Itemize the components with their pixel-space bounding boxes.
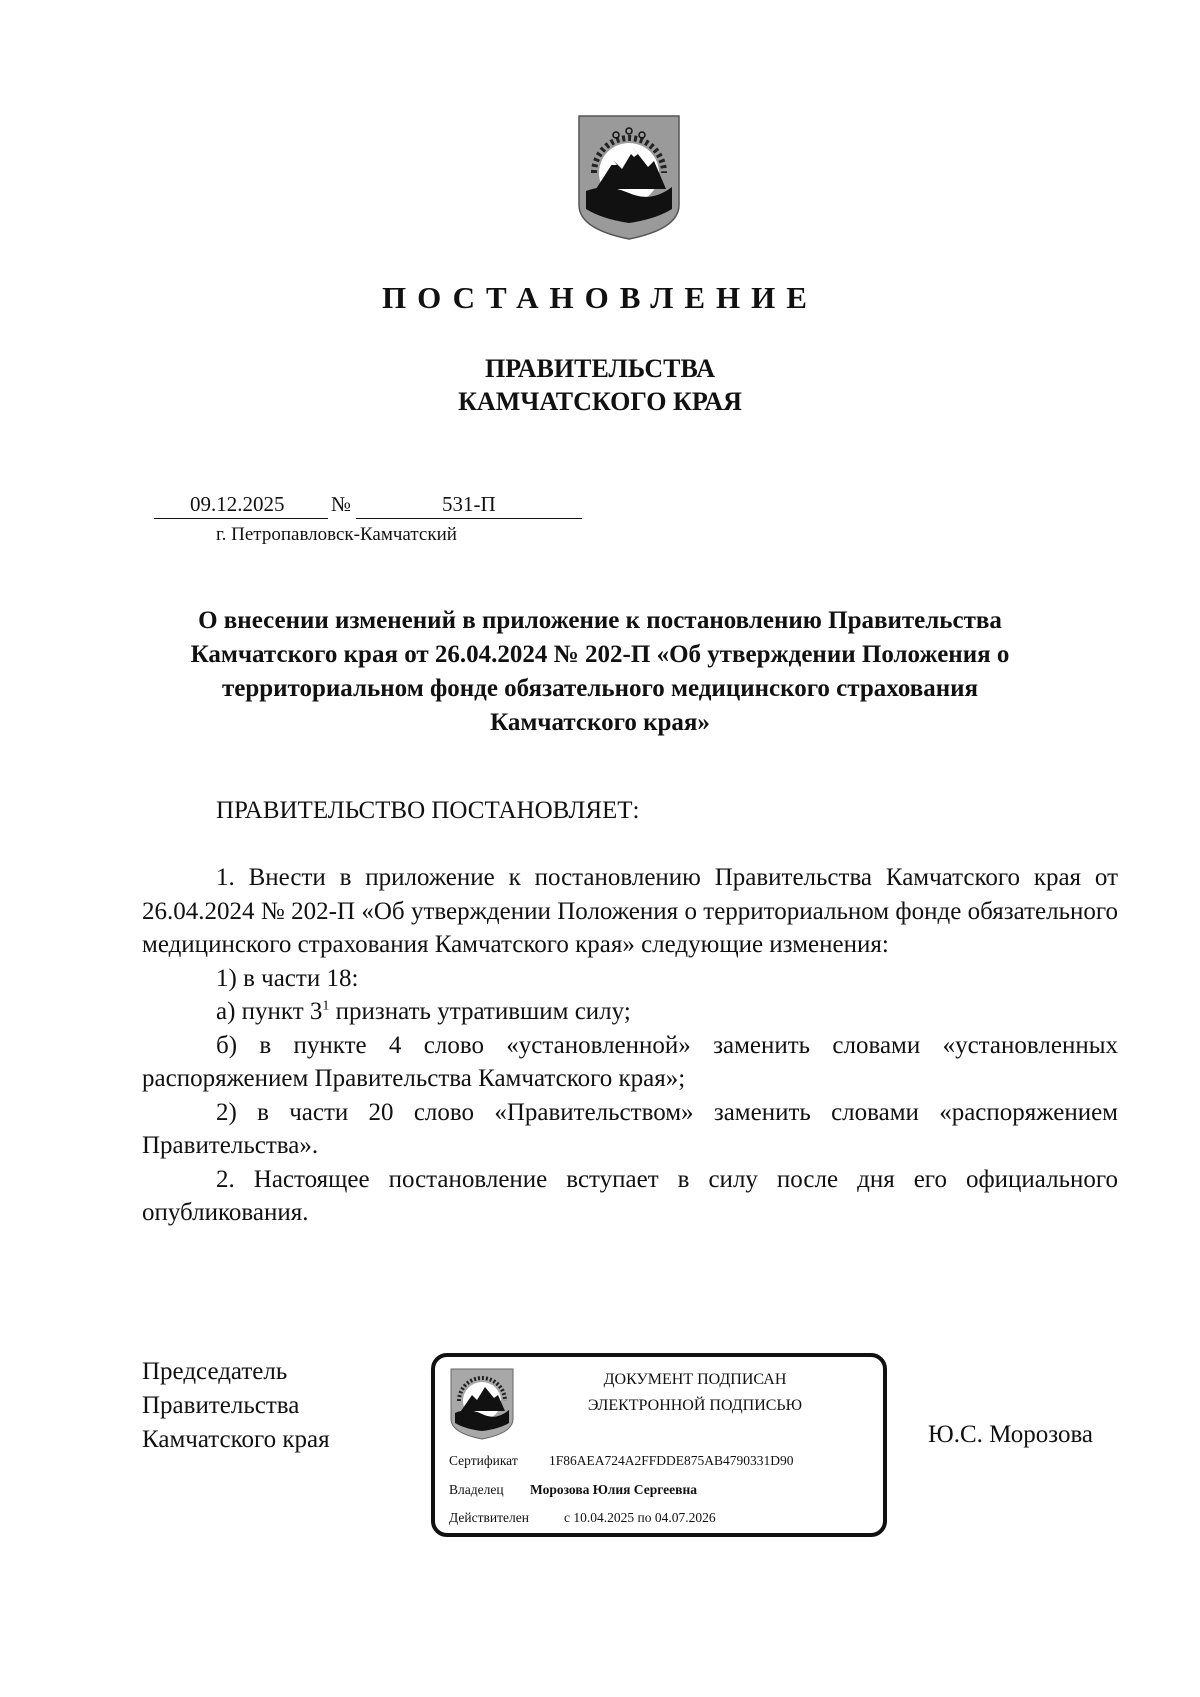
- signer-title-line-3: Камчатского края: [142, 1426, 330, 1453]
- p3-superscript: 1: [322, 998, 330, 1014]
- owner-value: Морозова Юлия Сергеевна: [530, 1482, 697, 1497]
- validity-label: Действителен: [449, 1510, 529, 1525]
- number-sign: №: [331, 492, 352, 516]
- body-paragraph-4: б) в пункте 4 слово «установленной» заменить словами «установленных распоряжением Правительства Камчатского края»;: [142, 1031, 1118, 1092]
- body-paragraph-1: 1. Внести в приложение к постановлению Правительства Камчатского края от 26.04.2024 № 202-П «Об утверждении Положения о территориальном фонде обязательного медицинского страхования Камчатского края» следующие изменения:: [142, 864, 1118, 958]
- owner-label: Владелец: [449, 1482, 504, 1497]
- issuer-line-1: ПРАВИТЕЛЬСТВА: [485, 354, 715, 383]
- stamp-heading-line-2: ЭЛЕКТРОННОЙ ПОДПИСЬЮ: [587, 1397, 803, 1414]
- document-number: 531-П: [442, 492, 496, 516]
- body-paragraph-3: [142, 995, 1118, 1029]
- stamp-heading-line-1: ДОКУМЕНТ ПОДПИСАН: [603, 1371, 787, 1388]
- document-type-heading: ПОСТАНОВЛЕНИЕ: [382, 280, 818, 315]
- electronic-signature-stamp: [431, 1353, 887, 1537]
- signer-name: Ю.С. Морозова: [928, 1421, 1094, 1448]
- p3-before: а) пункт 3: [216, 998, 323, 1025]
- body-paragraph-5: 2) в части 20 слово «Правительством» заменить словами «распоряжением Правительства».: [142, 1098, 1118, 1159]
- number-underline: [356, 518, 582, 519]
- certificate-value: 1F86AEA724A2FFDDE875AB4790331D90: [549, 1453, 794, 1468]
- document-date: 09.12.2025: [190, 492, 285, 516]
- signer-title-line-2: Правительства: [142, 1392, 300, 1419]
- city-line: г. Петропавловск-Камчатский: [216, 524, 457, 545]
- issuer-line-2: КАМЧАТСКОГО КРАЯ: [458, 387, 742, 416]
- document-body: [142, 861, 1118, 1230]
- body-paragraph-6: 2. Настоящее постановление вступает в силу после дня его официального опубликования.: [142, 1165, 1118, 1226]
- decree-phrase: ПРАВИТЕЛЬСТВО ПОСТАНОВЛЯЕТ:: [216, 797, 640, 824]
- body-paragraph-2: 1) в части 18:: [216, 964, 359, 992]
- document-title: О внесении изменений в приложение к постановлению Правительства Камчатского края от 26.04.2024 № 202-П «Об утверждении Положения о территориальном фонде обязательного медицинского страхования Камчатского края»: [190, 607, 1010, 736]
- signer-title-line-1: Председатель: [142, 1358, 288, 1385]
- signer-title: [142, 1355, 330, 1457]
- p3-after: признать утратившим силу;: [329, 998, 631, 1025]
- certificate-label: Сертификат: [449, 1453, 518, 1468]
- date-underline: [154, 518, 328, 519]
- validity-value: с 10.04.2025 по 04.07.2026: [564, 1510, 716, 1525]
- stamp-coat-of-arms-icon: [449, 1367, 515, 1441]
- coat-of-arms-icon: [576, 113, 682, 241]
